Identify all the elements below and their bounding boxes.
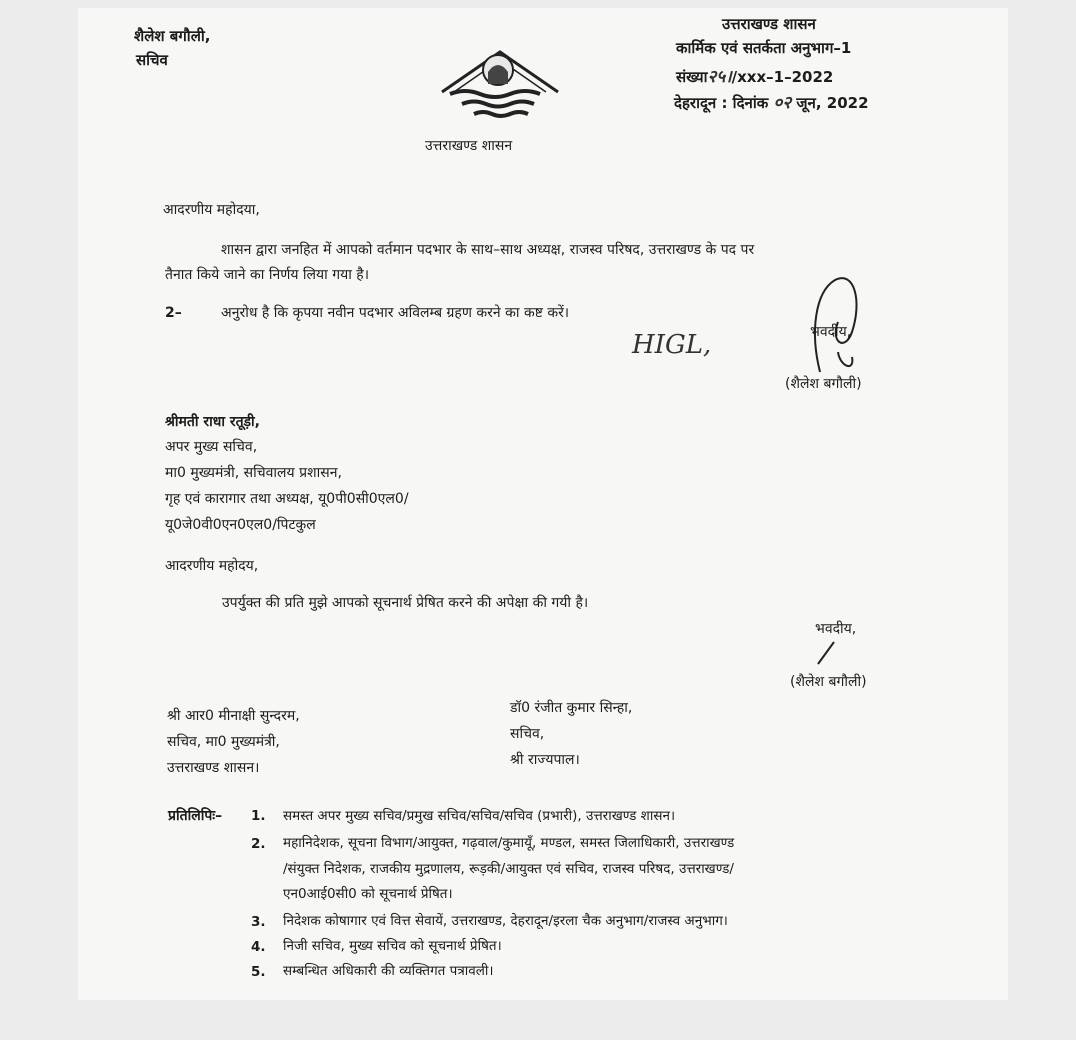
uttarakhand-emblem-icon bbox=[440, 32, 560, 132]
copy-number: 2. bbox=[251, 836, 266, 852]
salutation-2: आदरणीय महोदय, bbox=[165, 558, 259, 574]
closing-2: भवदीय, bbox=[815, 621, 857, 637]
copy-item-line: /संयुक्त निदेशक, राजकीय मुद्रणालय, रूड़की/आयुक्त एवं सचिव, राजस्व परिषद, उत्तराखण्ड/ bbox=[283, 861, 734, 877]
addressee-line-1: अपर मुख्य सचिव, bbox=[165, 439, 258, 455]
addressee-line-4: यू0जे0वी0एन0एल0/पिटकुल bbox=[165, 517, 316, 533]
recipient-left-1: श्री आर0 मीनाक्षी सुन्दरम, bbox=[167, 708, 300, 724]
reference-number: संख्या२५।/xxx–1–2022 bbox=[676, 67, 834, 87]
para1-line1: शासन द्वारा जनहित में आपको वर्तमान पदभार के साथ–साथ अध्यक्ष, राजस्व परिषद, उत्तराखण्ड के पद पर bbox=[221, 242, 755, 258]
salutation-1: आदरणीय महोदया, bbox=[163, 202, 260, 218]
copy-number: 4. bbox=[251, 939, 266, 955]
govt-name: उत्तराखण्ड शासन bbox=[722, 15, 816, 33]
copy-item-line: महानिदेशक, सूचना विभाग/आयुक्त, गढ़वाल/कुमायूँ, मण्डल, समस्त जिलाधिकारी, उत्तराखण्ड bbox=[283, 835, 735, 851]
copy-number: 1. bbox=[251, 808, 266, 824]
sender-title: सचिव bbox=[136, 51, 168, 69]
signatory-2: (शैलेश बगौली) bbox=[790, 674, 867, 690]
copy-item-line: एन0आई0सी0 को सूचनार्थ प्रेषित। bbox=[283, 886, 453, 902]
para2-text: अनुरोध है कि कृपया नवीन पदभार अविलम्ब ग्रहण करने का कष्ट करें। bbox=[221, 305, 570, 321]
recipient-right-1: डॉ0 रंजीत कुमार सिन्हा, bbox=[510, 700, 633, 716]
recipient-right-3: श्री राज्यपाल। bbox=[510, 752, 580, 768]
copy-item-line: सम्बन्धित अधिकारी की व्यक्तिगत पत्रावली। bbox=[283, 963, 494, 979]
letter2-body: उपर्युक्त की प्रति मुझे आपको सूचनार्थ प्रेषित करने की अपेक्षा की गयी है। bbox=[222, 595, 589, 611]
copy-number: 3. bbox=[251, 914, 266, 930]
copies-label: प्रतिलिपिः– bbox=[168, 808, 223, 824]
emblem-caption: उत्तराखण्ड शासन bbox=[425, 138, 513, 154]
copy-item-line: निजी सचिव, मुख्य सचिव को सूचनार्थ प्रेषित। bbox=[283, 938, 502, 954]
addressee-line-2: मा0 मुख्यमंत्री, सचिवालय प्रशासन, bbox=[165, 465, 342, 481]
signature-mark-icon bbox=[814, 640, 838, 666]
addressee-line-3: गृह एवं कारागार तथा अध्यक्ष, यू0पी0सी0एल0/ bbox=[165, 491, 409, 507]
signatory-1: (शैलेश बगौली) bbox=[785, 376, 862, 392]
recipient-right-2: सचिव, bbox=[510, 726, 545, 742]
para1-line2: तैनात किये जाने का निर्णय लिया गया है। bbox=[165, 267, 370, 283]
recipient-left-3: उत्तराखण्ड शासन। bbox=[167, 760, 260, 776]
closing-1: भवदीय, bbox=[810, 324, 852, 340]
copy-number: 5. bbox=[251, 964, 266, 980]
addressee-name: श्रीमती राधा रतूड़ी, bbox=[165, 414, 260, 430]
handwritten-note: HIGL, bbox=[632, 330, 712, 360]
department-name: कार्मिक एवं सतर्कता अनुभाग–1 bbox=[676, 39, 852, 57]
para2-number: 2– bbox=[165, 305, 182, 321]
copy-item-line: निदेशक कोषागार एवं वित्त सेवायें, उत्तराखण्ड, देहरादून/इरला चैक अनुभाग/राजस्व अनुभाग। bbox=[283, 913, 728, 929]
copy-item-line: समस्त अपर मुख्य सचिव/प्रमुख सचिव/सचिव/सचिव (प्रभारी), उत्तराखण्ड शासन। bbox=[283, 808, 676, 824]
recipient-left-2: सचिव, मा0 मुख्यमंत्री, bbox=[167, 734, 280, 750]
sender-name: शैलेश बगौली, bbox=[134, 27, 211, 45]
letter-date: देहरादून : दिनांक ०२ जून, 2022 bbox=[674, 93, 869, 113]
